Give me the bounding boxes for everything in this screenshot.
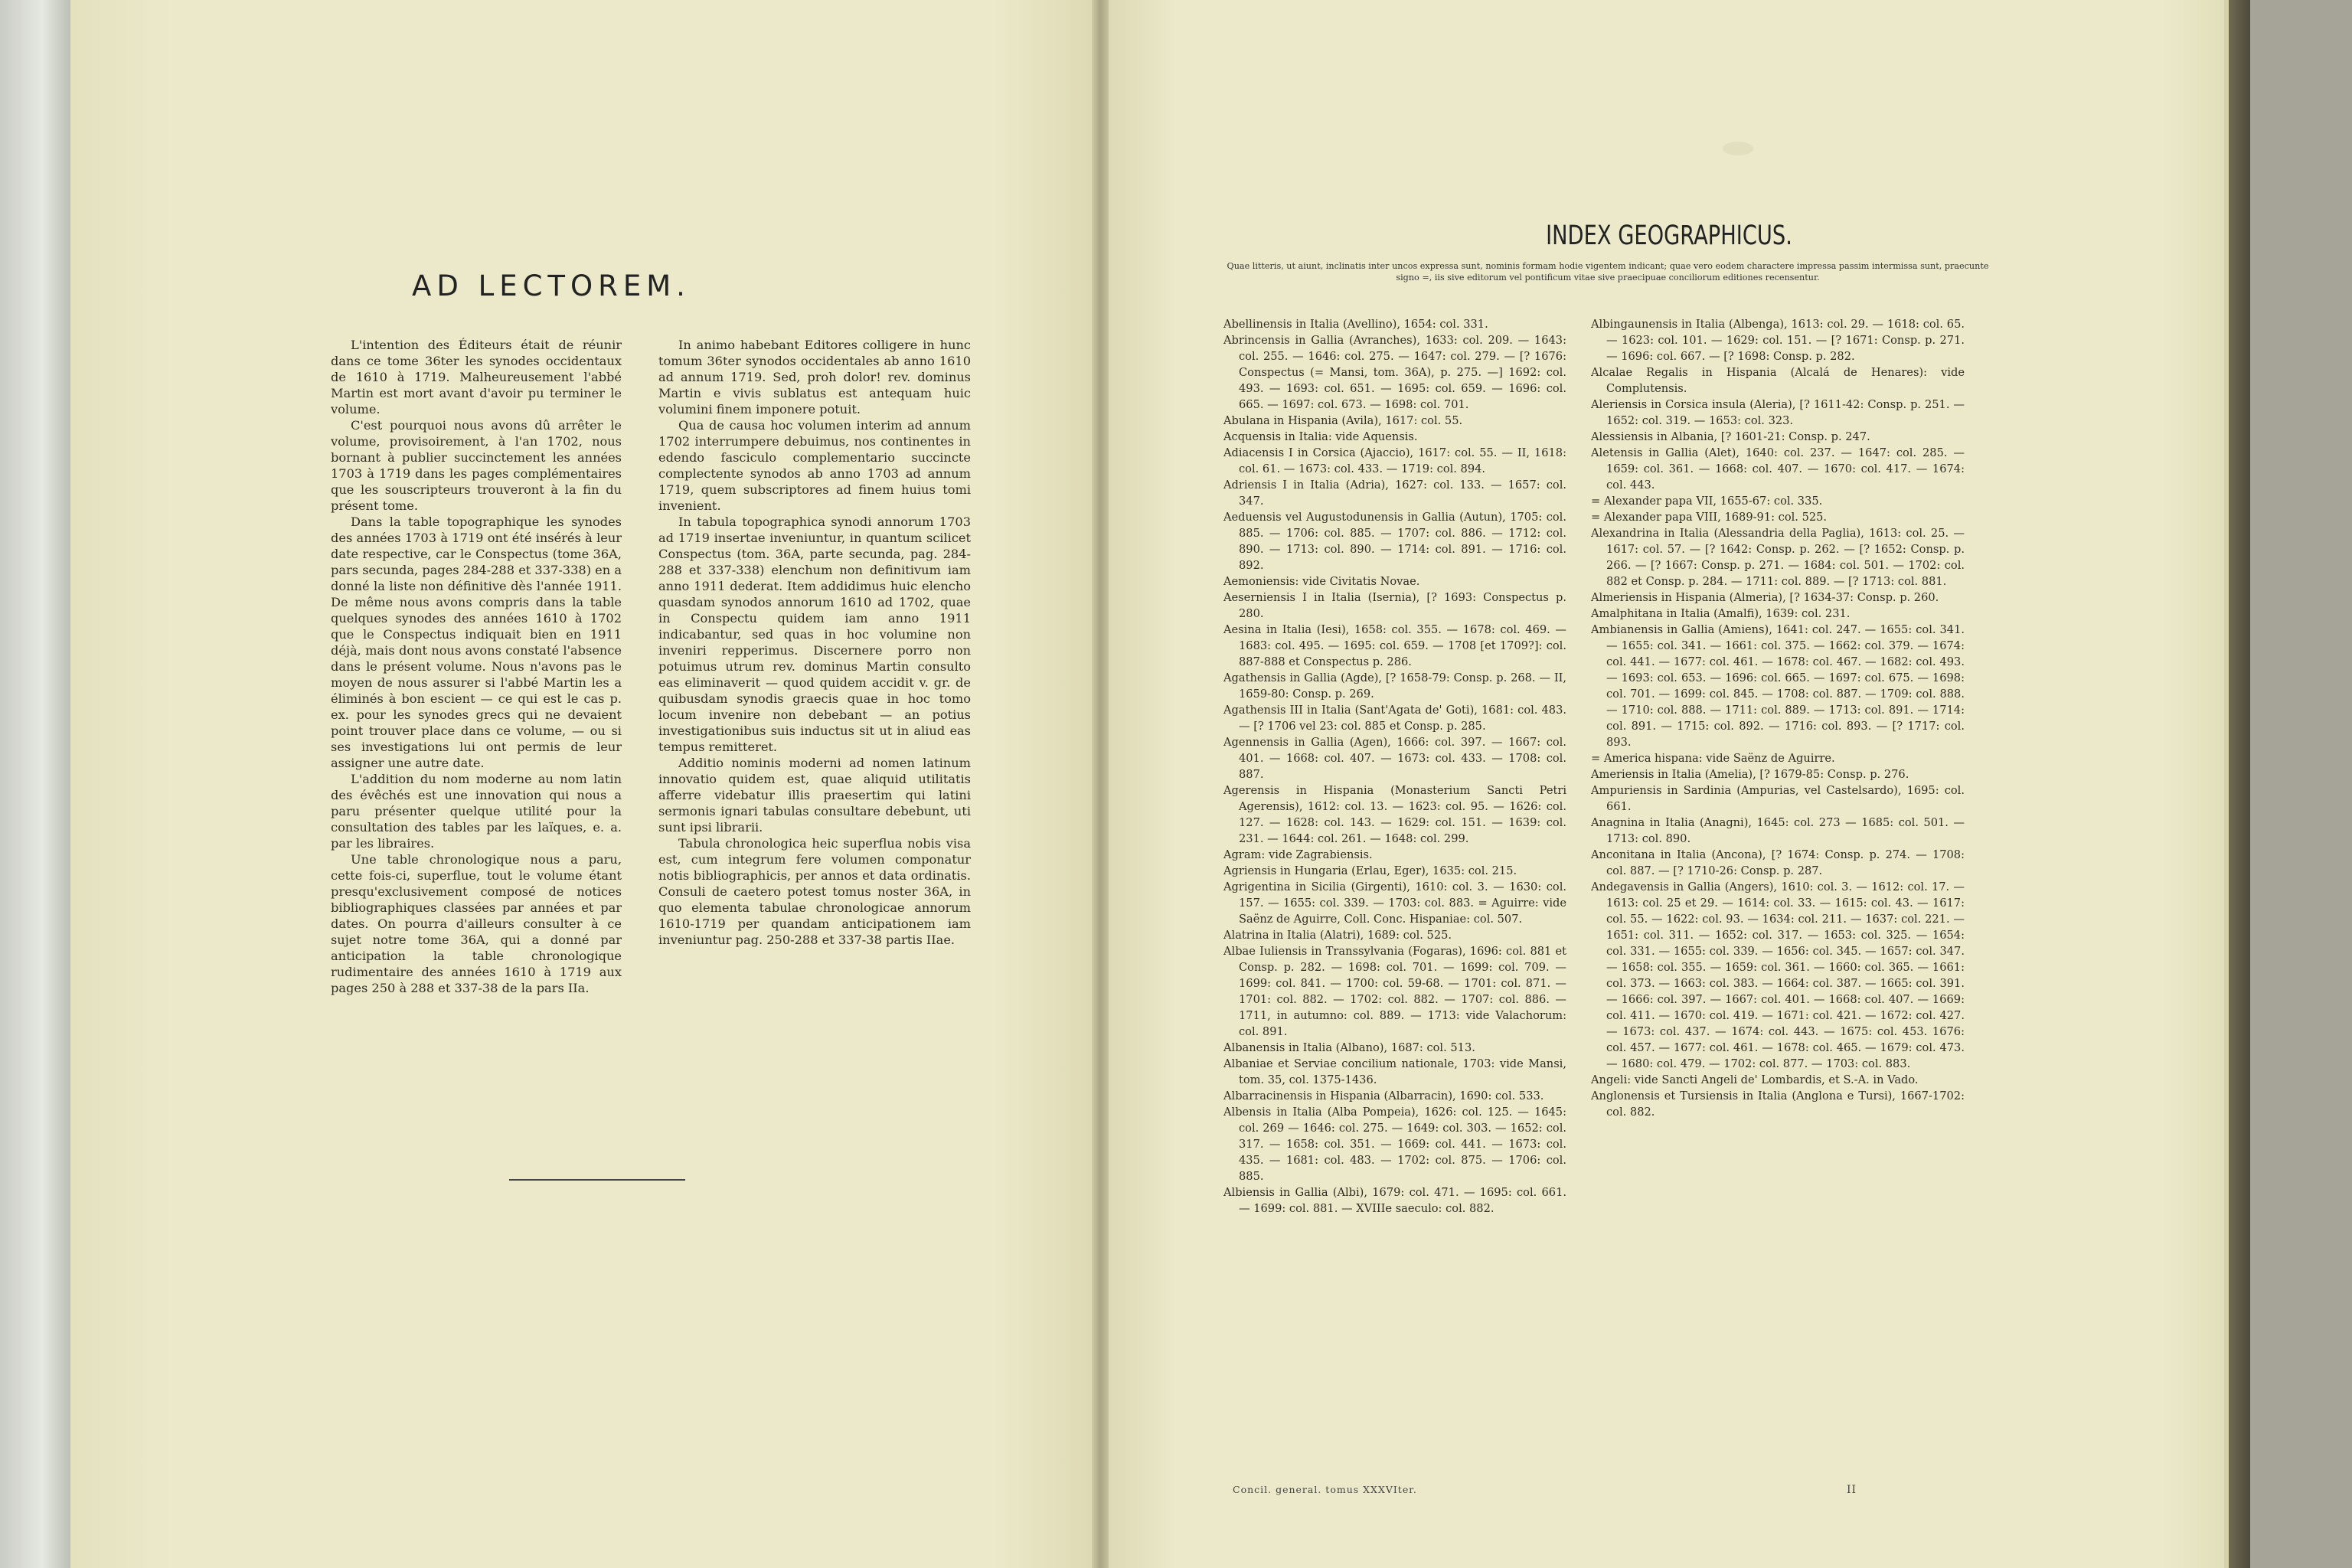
index-entry: Albaniae et Serviae concilium nationale, 1703: vide Mansi, tom. 35, col. 1375-1436. [1223,1057,1566,1086]
index-entry: Abellinensis in Italia (Avellino), 1654: col. 331. [1223,318,1488,331]
background-surface [2250,0,2352,1568]
latin-paragraph: Tabula chronologica heic superflua nobis visa est, cum integrum fere volumen componatur notis bibliographicis, per annos et data ordinatis. Consuli de caetero potest tomus noster 36A, in quo elementa tabulae chronologicae annorum 1610-1719 per quandam anticipationem iam inveniuntur pag. 250-288 et 337-38 partis IIae. [658,836,971,947]
index-entry: Alexandrina in Italia (Alessandria della Paglia), 1613: col. 25. — 1617: col. 57. — [? 1642: Consp. p. 262. — [? 1652: Consp. p. 266. — [? 1667: Consp. p. 271. — 1684: col. 501. — 1702: col. 882 et Consp. p. 284. — 1711: col. 889. — [? 1713: col. 881. [1591,527,1965,588]
index-entry: Abrincensis in Gallia (Avranches), 1633: col. 209. — 1643: col. 255. — 1646: col. 275. — 1647: col. 279. — [? 1676: Conspectus (= Mansi, tom. 36A), p. 275. —] 1692: col. 493. — 1693: col. 651. — 1695: col. 659. — 1696: col. 665. — 1697: col. 673. — 1698: col. 701. [1223,334,1566,411]
index-entry: Albanensis in Italia (Albano), 1687: col. 513. [1223,1041,1475,1054]
index-entry: Albae Iuliensis in Transsylvania (Fogaras), 1696: col. 881 et Consp. p. 282. — 1698: col. 701. — 1699: col. 709. — 1699: col. 841. — 1700: col. 59-68. — 1701: col. 871. — 1701: col. 882. — 1702: col. 882. — 1707: col. 886. — 1711, in autumno: col. 889. — 1713: vide Valachorum: col. 891. [1223,945,1566,1038]
latin-paragraph: Additio nominis moderni ad nomen latinum innovatio quidem est, quae aliquid utilitatis afferre videbatur illis praesertim qui latini sermonis ignari tabulas consultare debebunt, uti sunt ipsi librarii. [658,756,971,835]
index-entry: Agennensis in Gallia (Agen), 1666: col. 397. — 1667: col. 401. — 1668: col. 407. — 1673: col. 433. — 1708: col. 887. [1223,736,1566,781]
index-entry: Albingaunensis in Italia (Albenga), 1613: col. 29. — 1618: col. 65. — 1623: col. 101. — 1629: col. 151. — [? 1671: Consp. p. 271. — 1696: col. 667. — [? 1698: Consp. p. 282. [1591,318,1965,363]
index-title: INDEX GEOGRAPHICUS. [1546,220,1792,251]
index-entry: Adriensis I in Italia (Adria), 1627: col. 133. — 1657: col. 347. [1223,479,1566,508]
index-entry: Agriensis in Hungaria (Erlau, Eger), 1635: col. 215. [1223,864,1517,877]
index-column-2 [1591,316,1965,1120]
french-paragraph: L'addition du nom moderne au nom latin des évêchés est une innovation qui nous a paru présenter quelque utilité pour la consultation des tables par les laïques, e. a. par les libraires. [331,772,622,851]
index-entry: Aesina in Italia (Iesi), 1658: col. 355. — 1678: col. 469. — 1683: col. 495. — 1695: col. 659. — 1708 [et 1709?]: col. 887-888 et Conspectus p. 286. [1223,623,1566,668]
index-entry: Albarracinensis in Hispania (Albarracin), 1690: col. 533. [1223,1089,1544,1102]
french-paragraph: C'est pourquoi nous avons dû arrêter le volume, provisoirement, à l'an 1702, nous bornant à publier succinctement les années 1703 à 1719 dans les pages complémentaires que les souscripteurs trouveront à la fin du présent tome. [331,418,622,513]
index-entry: Acquensis in Italia: vide Aquensis. [1223,430,1418,443]
index-entry: Agrigentina in Sicilia (Girgenti), 1610: col. 3. — 1630: col. 157. — 1655: col. 339. — 1703: col. 883. = Aguirre: vide Saënz de Aguirre, Coll. Conc. Hispaniae: col. 507. [1223,880,1566,926]
french-paragraph: Une table chronologique nous a paru, cette fois-ci, superflue, tout le volume étant presqu'exclusivement composé de notices bibliographiques classées par années et par dates. On pourra d'ailleurs consulter à ce sujet notre tome 36A, qui a donné par anticipation la table chronologique rudimentaire des années 1610 à 1719 aux pages 250 à 288 et 337-38 de la pars IIa. [331,852,622,995]
page-footer-number: II [1847,1484,1857,1496]
french-column [331,337,622,996]
latin-column [658,337,971,948]
index-entry: = Alexander papa VII, 1655-67: col. 335. [1591,495,1823,508]
index-entry: Almeriensis in Hispania (Almeria), [? 1634-37: Consp. p. 260. [1591,591,1939,604]
french-paragraph: L'intention des Éditeurs était de réunir dans ce tome 36ter les synodes occidentaux de 1610 à 1719. Malheureusement l'abbé Martin est mort avant d'avoir pu terminer le volume. [331,338,622,416]
latin-paragraph: In animo habebant Editores colligere in hunc tomum 36ter synodos occidentales ab anno 1610 ad annum 1719. Sed, proh dolor! rev. dominus Martin e vivis sublatus est antequam huic volumini finem imponere potuit. [658,338,971,416]
book-cover-edge [2229,0,2250,1568]
book-gutter [1092,0,1110,1568]
page-footer-signature: Concil. general. tomus XXXVIter. [1233,1484,1417,1495]
index-entry: Aleriensis in Corsica insula (Aleria), [? 1611-42: Consp. p. 251. — 1652: col. 319. — 1653: col. 323. [1591,398,1965,427]
index-entry: Agerensis in Hispania (Monasterium Sancti Petri Agerensis), 1612: col. 13. — 1623: col. 95. — 1626: col. 127. — 1628: col. 143. — 1629: col. 151. — 1639: col. 231. — 1644: col. 261. — 1648: col. 299. [1223,784,1566,845]
index-entry: Albiensis in Gallia (Albi), 1679: col. 471. — 1695: col. 661. — 1699: col. 881. — XVIIIe saeculo: col. 882. [1223,1186,1566,1215]
index-column-1 [1223,316,1566,1217]
paper-smudge [1723,142,1753,155]
index-entry: Alessiensis in Albania, [? 1601-21: Consp. p. 247. [1591,430,1870,443]
index-entry: Albensis in Italia (Alba Pompeia), 1626: col. 125. — 1645: col. 269 — 1646: col. 275. — 1649: col. 303. — 1652: col. 317. — 1658: col. 351. — 1669: col. 441. — 1673: col. 435. — 1681: col. 483. — 1702: col. 875. — 1706: col. 885. [1223,1106,1566,1183]
scanner-frame-left [0,0,70,1568]
index-entry: Aemoniensis: vide Civitatis Novae. [1223,575,1420,588]
index-entry: Agram: vide Zagrabiensis. [1223,848,1373,861]
index-entry: Aletensis in Gallia (Alet), 1640: col. 237. — 1647: col. 285. — 1659: col. 361. — 1668: col. 407. — 1670: col. 417. — 1674: col. 443. [1591,446,1965,492]
index-entry: Aeduensis vel Augustodunensis in Gallia (Autun), 1705: col. 885. — 1706: col. 885. — 1707: col. 886. — 1712: col. 890. — 1713: col. 890. — 1714: col. 891. — 1716: col. 892. [1223,511,1566,572]
index-entry: Angeli: vide Sancti Angeli de' Lombardis, et S.-A. in Vado. [1591,1073,1919,1086]
index-entry: Anglonensis et Tursiensis in Italia (Anglona e Tursi), 1667-1702: col. 882. [1591,1089,1965,1119]
closing-rule [509,1179,685,1181]
index-entry: Anagnina in Italia (Anagni), 1645: col. 273 — 1685: col. 501. — 1713: col. 890. [1591,816,1965,845]
index-entry: Adiacensis I in Corsica (Ajaccio), 1617: col. 55. — II, 1618: col. 61. — 1673: col. 433. — 1719: col. 894. [1223,446,1566,475]
index-introduction: Quae litteris, ut aiunt, inclinatis inter uncos expressa sunt, nominis formam hodie vigentem indicant; quae vero eodem charactere impressa passim intermissa sunt, praecunte signo =, iis sive editorum vel pontificum vitae sive praecipuae conciliorum editiones recensentur. [1227,261,1989,283]
index-entry: Ampuriensis in Sardinia (Ampurias, vel Castelsardo), 1695: col. 661. [1591,784,1965,813]
latin-paragraph: Qua de causa hoc volumen interim ad annum 1702 interrumpere debuimus, nos continentes in edendo fasciculo complementario succincte complectente synodos ab anno 1703 ad annum 1719, quem subscriptores ad finem huius tomi invenient. [658,418,971,513]
index-entry: Ameriensis in Italia (Amelia), [? 1679-85: Consp. p. 276. [1591,768,1909,781]
index-entry: Abulana in Hispania (Avila), 1617: col. 55. [1223,414,1463,427]
index-entry: Aeserniensis I in Italia (Isernia), [? 1693: Conspectus p. 280. [1223,591,1566,620]
index-entry: Agathensis III in Italia (Sant'Agata de' Goti), 1681: col. 483. — [? 1706 vel 23: col. 885 et Consp. p. 285. [1223,704,1566,733]
left-page-title: AD LECTOREM. [412,270,691,302]
index-entry: Ambianensis in Gallia (Amiens), 1641: col. 247. — 1655: col. 341. — 1655: col. 341. — 1661: col. 375. — 1662: col. 379. — 1674: col. 441. — 1677: col. 461. — 1678: col. 467. — 1682: col. 493. — 1693: col. 653. — 1696: col. 665. — 1697: col. 675. — 1698: col. 701. — 1699: col. 845. — 1708: col. 887. — 1709: col. 888. — 1710: col. 888. — 1711: col. 889. — 1713: col. 891. — 1714: col. 891. — 1715: col. 892. — 1716: col. 893. — [? 1717: col. 893. [1591,623,1965,749]
index-entry: = Alexander papa VIII, 1689-91: col. 525. [1591,511,1828,524]
index-entry: Anconitana in Italia (Ancona), [? 1674: Consp. p. 274. — 1708: col. 887. — [? 1710-26: Consp. p. 287. [1591,848,1965,877]
index-entry: Agathensis in Gallia (Agde), [? 1658-79: Consp. p. 268. — II, 1659-80: Consp. p. 269. [1223,671,1566,701]
index-entry: Amalphitana in Italia (Amalfi), 1639: col. 231. [1591,607,1851,620]
index-entry: Alatrina in Italia (Alatri), 1689: col. 525. [1223,929,1452,942]
latin-paragraph: In tabula topographica synodi annorum 1703 ad 1719 insertae inveniuntur, in quantum scilicet Conspectus (tom. 36A, parte secunda, pag. 284-288 et 337-338) elenchum non definitivum iam anno 1911 dederat. Item addidimus huic elencho quasdam synodos annorum 1610 ad 1702, quae in Conspectu quidem iam anno 1911 indicabantur, sed quas in hoc volumine non inveniri repperimus. Discernere porro non potuimus utrum rev. dominus Martin consulto eas eliminaverit — quod quidem accidit v. gr. de quibusdam synodis graecis quae in hoc tomo locum invenire non debebant — an potius investigationibus suis inductus sit ut in aliud eas tempus remitteret. [658,514,971,754]
index-entry: Andegavensis in Gallia (Angers), 1610: col. 3. — 1612: col. 17. — 1613: col. 25 et 29. — 1614: col. 33. — 1615: col. 43. — 1617: col. 55. — 1622: col. 93. — 1634: col. 211. — 1637: col. 221. — 1651: col. 311. — 1652: col. 317. — 1653: col. 325. — 1654: col. 331. — 1655: col. 339. — 1656: col. 345. — 1657: col. 347. — 1658: col. 355. — 1659: col. 361. — 1660: col. 365. — 1661: col. 373. — 1663: col. 383. — 1664: col. 387. — 1665: col. 391. — 1666: col. 397. — 1667: col. 401. — 1668: col. 407. — 1669: col. 411. — 1670: col. 419. — 1671: col. 421. — 1672: col. 427. — 1673: col. 437. — 1674: col. 443. — 1675: col. 453. 1676: col. 457. — 1677: col. 461. — 1678: col. 465. — 1679: col. 473. — 1680: col. 479. — 1702: col. 877. — 1703: col. 883. [1591,880,1965,1070]
french-paragraph: Dans la table topographique les synodes des années 1703 à 1719 ont été insérés à leur date respective, car le Conspectus (tome 36A, pars secunda, pages 284-288 et 337-338) en a donné la liste non définitive dès l'année 1911. De même nous avons compris dans la table quelques synodes des années 1610 à 1702 que le Conspectus indiquait bien en 1911 déjà, mais dont nous avons constaté l'absence dans le présent volume. Nous n'avons pas le moyen de nous assurer si l'abbé Martin les a éliminés à bon escient — ce qui est le cas p. ex. pour les synodes grecs qui ne devaient point trouver place dans ce volume, — ou si ses investigations lui ont permis de leur assigner une autre date. [331,514,622,770]
index-entry: = America hispana: vide Saënz de Aguirre. [1591,752,1835,765]
index-entry: Alcalae Regalis in Hispania (Alcalá de Henares): vide Complutensis. [1591,366,1965,395]
